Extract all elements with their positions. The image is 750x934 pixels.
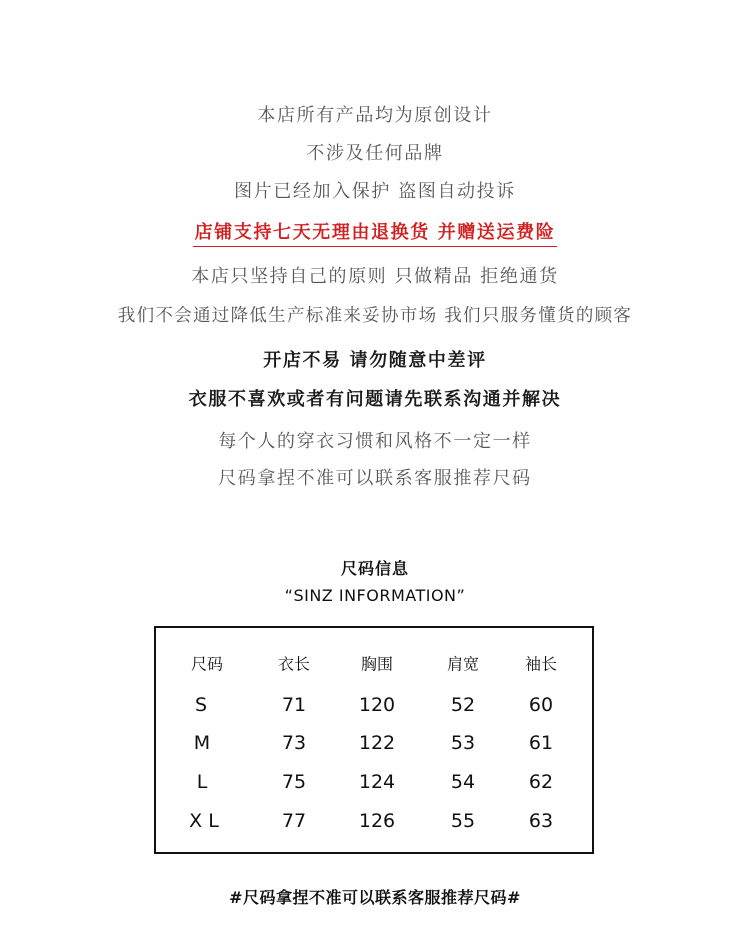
table-cell: 53	[450, 732, 476, 754]
notice-line-1: 本店所有产品均为原创设计	[257, 105, 493, 126]
notice-line-8: 衣服不喜欢或者有问题请先联系沟通并解决	[188, 389, 562, 410]
table-cell: L	[196, 771, 208, 793]
table-cell: 73	[281, 732, 307, 754]
notice-line-6: 我们不会通过降低生产标准来妥协市场 我们只服务懂货的顾客	[117, 306, 633, 326]
header-sleeve: 袖长	[524, 654, 558, 674]
table-cell: 63	[528, 810, 554, 832]
table-cell: 62	[528, 771, 554, 793]
header-size: 尺码	[190, 654, 224, 674]
table-cell: 124	[358, 771, 396, 793]
table-cell: 122	[358, 732, 396, 754]
table-cell: 120	[358, 694, 396, 716]
table-cell: 52	[450, 694, 476, 716]
table-cell: 60	[528, 694, 554, 716]
notice-line-2: 不涉及任何品牌	[306, 143, 444, 164]
notice-line-highlight	[0, 218, 750, 247]
header-length: 衣长	[277, 654, 311, 674]
footer-note: #尺码拿捏不准可以联系客服推荐尺码#	[229, 888, 521, 907]
table-cell: 54	[450, 771, 476, 793]
size-info-subtitle: “SINZ INFORMATION”	[284, 586, 466, 605]
table-cell: M	[193, 732, 211, 754]
size-table	[154, 626, 594, 854]
table-cell: 77	[281, 810, 307, 832]
table-cell: 61	[528, 732, 554, 754]
header-shoulder: 肩宽	[446, 654, 480, 674]
table-cell: S	[194, 694, 208, 716]
table-cell: 75	[281, 771, 307, 793]
notice-line-3: 图片已经加入保护 盗图自动投诉	[234, 181, 516, 202]
notice-line-9: 每个人的穿衣习惯和风格不一定一样	[218, 431, 532, 452]
table-cell: 55	[450, 810, 476, 832]
header-chest: 胸围	[360, 654, 394, 674]
table-cell: 126	[358, 810, 396, 832]
notice-line-5: 本店只坚持自己的原则 只做精品 拒绝通货	[191, 266, 559, 287]
notice-line-10: 尺码拿捏不准可以联系客服推荐尺码	[218, 468, 532, 489]
size-info-title: 尺码信息	[340, 559, 409, 578]
table-cell: 71	[281, 694, 307, 716]
table-cell: X L	[189, 810, 219, 832]
highlight-text: 店铺支持七天无理由退换货 并赠送运费险	[193, 218, 558, 247]
notice-line-7: 开店不易 请勿随意中差评	[263, 350, 487, 371]
